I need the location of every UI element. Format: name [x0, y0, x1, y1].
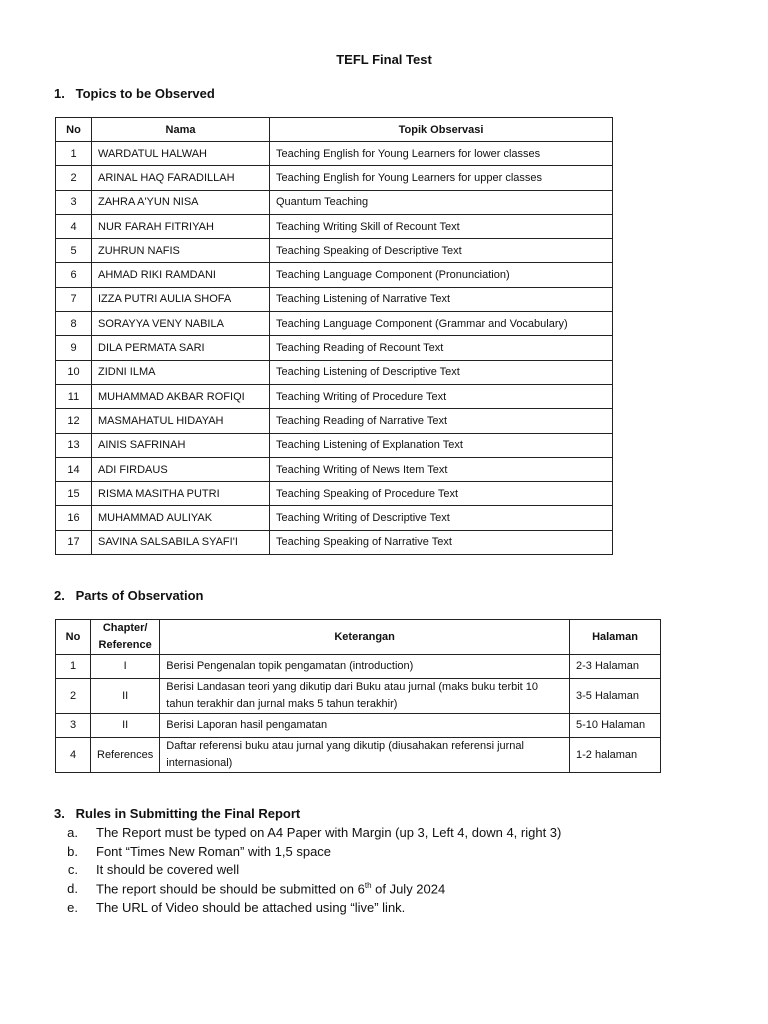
rule-text: The report should be should be submitted on 6: [96, 881, 365, 897]
cell-no: 10: [56, 360, 92, 384]
rule-text-end: of July 2024: [371, 881, 446, 897]
topics-table-header: [56, 118, 613, 142]
cell-nama: ZIDNI ILMA: [92, 360, 270, 384]
column-header-no: No: [56, 118, 92, 142]
table-row: [56, 214, 613, 238]
rule-letter: e.: [67, 900, 78, 915]
cell-no: 13: [56, 433, 92, 457]
section3-number: 3.: [54, 806, 65, 821]
table-row: [56, 312, 613, 336]
parts-table: [55, 619, 661, 773]
rule-item: [54, 900, 405, 915]
section2-heading: [54, 588, 204, 603]
cell-nama: SAVINA SALSABILA SYAFI'I: [92, 530, 270, 554]
table-row: [56, 714, 661, 738]
cell-nama: ZAHRA A'YUN NISA: [92, 190, 270, 214]
cell-no: 1: [56, 655, 91, 679]
rule-letter: c.: [67, 862, 78, 877]
table-row: [56, 384, 613, 408]
table-row: [56, 409, 613, 433]
cell-topik: Teaching Reading of Narrative Text: [270, 409, 613, 433]
table-row: [56, 679, 661, 714]
cell-nama: MASMAHATUL HIDAYAH: [92, 409, 270, 433]
cell-nama: MUHAMMAD AULIYAK: [92, 506, 270, 530]
table-row: [56, 142, 613, 166]
column-header-chapter: Chapter/ Reference: [91, 620, 160, 655]
cell-halaman: 5-10 Halaman: [570, 714, 661, 738]
rule-text: Font “Times New Roman” with 1,5 space: [96, 844, 332, 859]
rule-letter: b.: [67, 844, 78, 859]
table-row: [56, 336, 613, 360]
cell-nama: MUHAMMAD AKBAR ROFIQI: [92, 384, 270, 408]
cell-keterangan: Berisi Laporan hasil pengamatan: [160, 714, 570, 738]
cell-topik: Teaching Writing of Descriptive Text: [270, 506, 613, 530]
cell-no: 2: [56, 166, 92, 190]
table-row: [56, 433, 613, 457]
cell-nama: RISMA MASITHA PUTRI: [92, 482, 270, 506]
cell-no: 1: [56, 142, 92, 166]
rule-text: The URL of Video should be attached using “live” link.: [96, 900, 406, 915]
cell-topik: Quantum Teaching: [270, 190, 613, 214]
cell-keterangan: Berisi Pengenalan topik pengamatan (introduction): [160, 655, 570, 679]
rule-letter: a.: [67, 825, 78, 840]
table-row: [56, 655, 661, 679]
column-header-keterangan: Keterangan: [160, 620, 570, 655]
table-row: [56, 263, 613, 287]
cell-topik: Teaching Writing of Procedure Text: [270, 384, 613, 408]
cell-no: 6: [56, 263, 92, 287]
section1-title: Topics to be Observed: [75, 86, 215, 101]
cell-keterangan: Daftar referensi buku atau jurnal yang dikutip (diusahakan referensi jurnal internasional): [160, 738, 570, 773]
column-header-topik: Topik Observasi: [270, 118, 613, 142]
section2-number: 2.: [54, 588, 65, 603]
cell-nama: WARDATUL HALWAH: [92, 142, 270, 166]
rule-item: [54, 881, 445, 896]
column-header-halaman: Halaman: [570, 620, 661, 655]
column-header-nama: Nama: [92, 118, 270, 142]
cell-topik: Teaching Language Component (Pronunciation): [270, 263, 613, 287]
cell-no: 12: [56, 409, 92, 433]
section3-heading: [54, 806, 300, 821]
cell-no: 4: [56, 214, 92, 238]
cell-no: 3: [56, 714, 91, 738]
rule-superscript: th: [364, 881, 372, 890]
cell-no: 14: [56, 457, 92, 481]
table-row: [56, 530, 613, 554]
section1-heading: [54, 86, 215, 101]
section2-title: Parts of Observation: [75, 588, 204, 603]
document-title: TEFL Final Test: [336, 52, 432, 67]
table-row: [56, 287, 613, 311]
table-row: [56, 166, 613, 190]
section3-title: Rules in Submitting the Final Report: [75, 806, 301, 821]
table-row: [56, 482, 613, 506]
table-row: [56, 738, 661, 773]
table-row: [56, 360, 613, 384]
cell-topik: Teaching Writing Skill of Recount Text: [270, 214, 613, 238]
cell-no: 2: [56, 679, 91, 714]
topics-table: [55, 117, 613, 555]
cell-no: 15: [56, 482, 92, 506]
rule-letter: d.: [67, 881, 78, 897]
cell-chapter: II: [91, 679, 160, 714]
cell-no: 7: [56, 287, 92, 311]
rule-item: [54, 844, 331, 859]
column-header-no: No: [56, 620, 91, 655]
cell-no: 8: [56, 312, 92, 336]
cell-nama: AHMAD RIKI RAMDANI: [92, 263, 270, 287]
rule-text: The Report must be typed on A4 Paper with Margin (up 3, Left 4, down 4, right 3): [96, 825, 562, 840]
cell-keterangan: Berisi Landasan teori yang dikutip dari Buku atau jurnal (maks buku terbit 10 tahun terakhir dan jurnal maks 5 tahun terakhir): [160, 679, 570, 714]
cell-topik: Teaching Reading of Recount Text: [270, 336, 613, 360]
parts-table-header: [56, 620, 661, 655]
table-row: [56, 190, 613, 214]
cell-topik: Teaching Speaking of Procedure Text: [270, 482, 613, 506]
cell-nama: ZUHRUN NAFIS: [92, 239, 270, 263]
cell-no: 4: [56, 738, 91, 773]
cell-no: 17: [56, 530, 92, 554]
table-row: [56, 239, 613, 263]
cell-nama: ARINAL HAQ FARADILLAH: [92, 166, 270, 190]
cell-topik: Teaching Speaking of Descriptive Text: [270, 239, 613, 263]
table-row: [56, 506, 613, 530]
cell-no: 5: [56, 239, 92, 263]
cell-halaman: 2-3 Halaman: [570, 655, 661, 679]
cell-no: 3: [56, 190, 92, 214]
cell-topik: Teaching English for Young Learners for upper classes: [270, 166, 613, 190]
cell-nama: AINIS SAFRINAH: [92, 433, 270, 457]
rule-text: It should be covered well: [96, 862, 240, 877]
cell-topik: Teaching Writing of News Item Text: [270, 457, 613, 481]
section1-number: 1.: [54, 86, 65, 101]
cell-halaman: 3-5 Halaman: [570, 679, 661, 714]
cell-topik: Teaching Listening of Descriptive Text: [270, 360, 613, 384]
cell-no: 11: [56, 384, 92, 408]
cell-no: 16: [56, 506, 92, 530]
table-row: [56, 457, 613, 481]
cell-chapter: References: [91, 738, 160, 773]
cell-no: 9: [56, 336, 92, 360]
rule-item: [54, 862, 239, 877]
cell-halaman: 1-2 halaman: [570, 738, 661, 773]
cell-topik: Teaching Listening of Narrative Text: [270, 287, 613, 311]
cell-topik: Teaching Listening of Explanation Text: [270, 433, 613, 457]
cell-nama: NUR FARAH FITRIYAH: [92, 214, 270, 238]
cell-nama: DILA PERMATA SARI: [92, 336, 270, 360]
cell-chapter: I: [91, 655, 160, 679]
cell-nama: SORAYYA VENY NABILA: [92, 312, 270, 336]
cell-nama: ADI FIRDAUS: [92, 457, 270, 481]
cell-topik: Teaching Speaking of Narrative Text: [270, 530, 613, 554]
cell-nama: IZZA PUTRI AULIA SHOFA: [92, 287, 270, 311]
cell-topik: Teaching Language Component (Grammar and Vocabulary): [270, 312, 613, 336]
cell-topik: Teaching English for Young Learners for lower classes: [270, 142, 613, 166]
rule-item: [54, 825, 561, 840]
cell-chapter: II: [91, 714, 160, 738]
